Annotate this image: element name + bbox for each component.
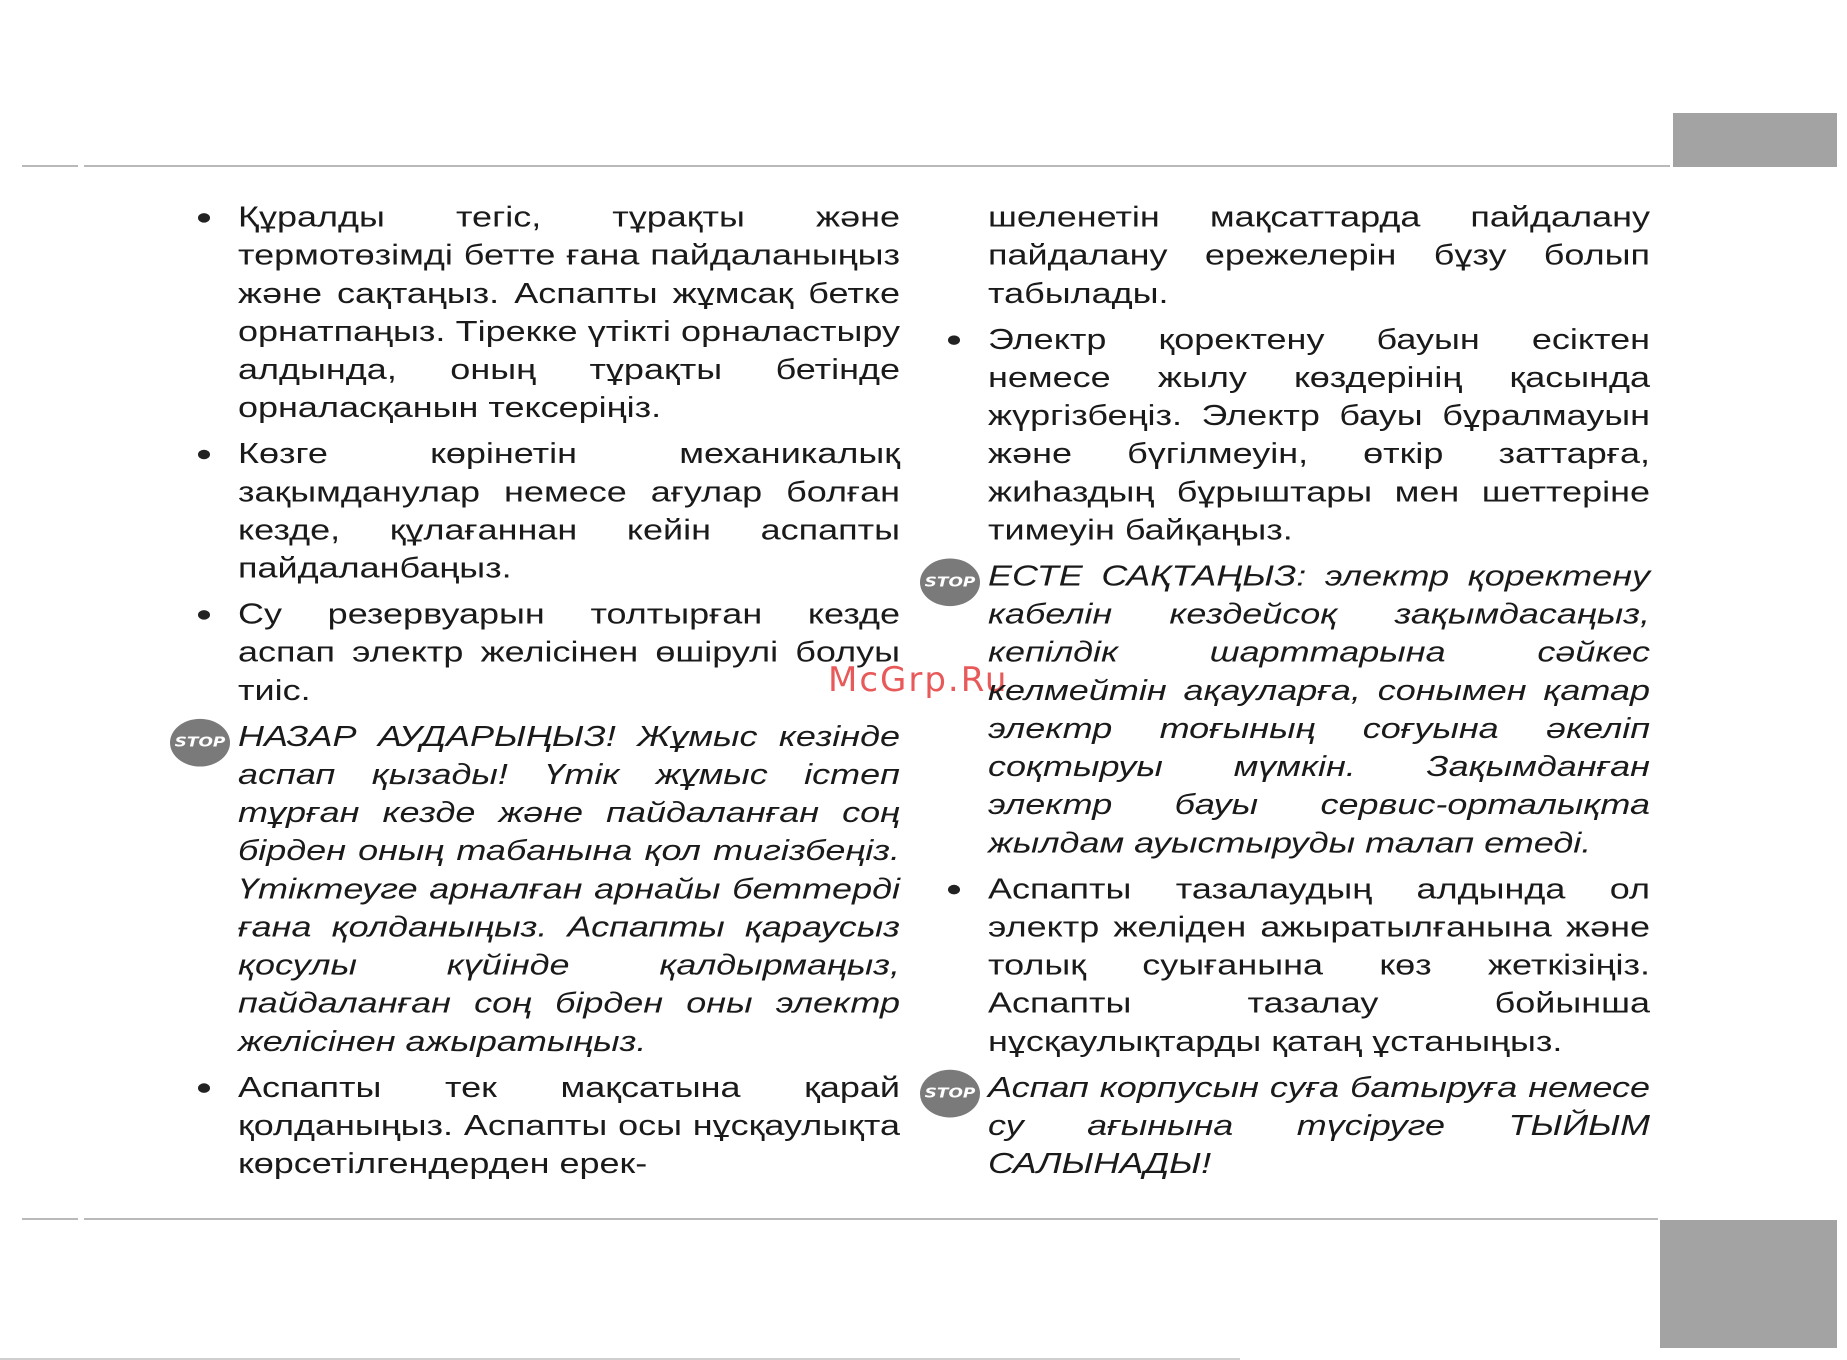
warning-water <box>924 1068 1650 1182</box>
safety-text: Аспапты тазалаудың алдында ол электр желіден ажыратылғанына және толық суығанына көз жеткізіңіз. Аспапты тазалау бойынша нұсқаулықтарды қатаң ұстаныңыз. <box>988 872 1650 1058</box>
safety-item-surface <box>238 198 900 427</box>
top-rule-left <box>22 165 78 167</box>
bullet-icon <box>948 885 960 895</box>
safety-item-cord <box>988 320 1650 549</box>
warning-hot-surface <box>174 717 900 1060</box>
stop-icon: STOP <box>170 719 230 767</box>
safety-text: Су резервуарын толтырған кезде аспап электр желісінен өшірулі болуы тиіс. <box>238 597 900 707</box>
bullet-icon <box>198 610 210 620</box>
top-page-tab <box>1673 113 1837 167</box>
safety-item-cleaning <box>988 870 1650 1061</box>
safety-item-reservoir <box>238 595 900 709</box>
safety-text: шеленетін мақсаттарда пайдалану пайдалану ережелерін бұзу болып табылады. <box>988 200 1650 310</box>
warning-cable-damage <box>924 557 1650 862</box>
right-column <box>924 198 1650 1191</box>
safety-item-purpose-continued <box>988 198 1650 312</box>
bullet-icon <box>198 450 210 460</box>
stop-icon: STOP <box>920 558 980 606</box>
bottom-rule <box>84 1218 1658 1220</box>
safety-text: Көзге көрінетін механикалық зақымданулар немесе ағулар болған кезде, құлағаннан кейін аспапты пайдаланбаңыз. <box>238 436 900 584</box>
safety-text: Құралды тегіс, тұрақты және термотөзімді бетте ғана пайдаланыңыз және сақтаңыз. Аспапты жұмсақ бетке орнатпаңыз. Тірекке үтікті орналастыру алдында, оның тұрақты бетінде орналасқанын тексеріңіз. <box>238 200 900 424</box>
bottom-rule-left <box>22 1218 78 1220</box>
bullet-icon <box>198 213 210 223</box>
left-column <box>174 198 900 1191</box>
warning-text: НАЗАР АУДАРЫҢЫЗ! Жұмыс кезінде аспап қызады! Үтік жұмыс істеп тұрған кезде және пайдаланған соң бірден оның табанына қол тигізбеңіз. Үтіктеуге арналған арнайы беттерді ғана қолданыңыз. Аспапты қараусыз қосулы күйінде қалдырмаңыз, пайдаланған соң бірден оны электр желісінен ажыратыңыз. <box>238 719 900 1058</box>
watermark: McGrp.Ru <box>828 660 1009 700</box>
safety-text: Электр қоректену бауын есіктен немесе жылу көздерінің қасында жүргізбеңіз. Электр бауы бұралмауын және бүгілмеуін, өткір заттарға, жиһаздың бұрыштары мен шеттеріне тимеуін байқаңыз. <box>988 322 1650 546</box>
bullet-icon <box>948 335 960 345</box>
bullet-icon <box>198 1083 210 1093</box>
safety-item-damage <box>238 435 900 587</box>
safety-item-purpose <box>238 1068 900 1182</box>
warning-text: ЕСТЕ САҚТАҢЫЗ: электр қоректену кабелін кездейсоқ зақымдасаңыз, кепілдік шарттарына сәйкес келмейтін ақауларға, сонымен қатар электр тоғының соғуына әкеліп соқтыруы мүмкін. Зақымданған электр бауы сервис-орталықта жылдам ауыстыруды талап етеді. <box>988 559 1650 859</box>
safety-text: Аспапты тек мақсатына қарай қолданыңыз. Аспапты осы нұсқаулықта көрсетілгендерден ерек- <box>238 1070 900 1180</box>
bottom-page-tab <box>1660 1220 1837 1348</box>
stop-icon: STOP <box>920 1070 980 1118</box>
warning-text: Аспап корпусын суға батыруға немесе су ағынына түсіруге ТЫЙЫМ САЛЫНАДЫ! <box>988 1070 1650 1180</box>
top-rule <box>84 165 1670 167</box>
